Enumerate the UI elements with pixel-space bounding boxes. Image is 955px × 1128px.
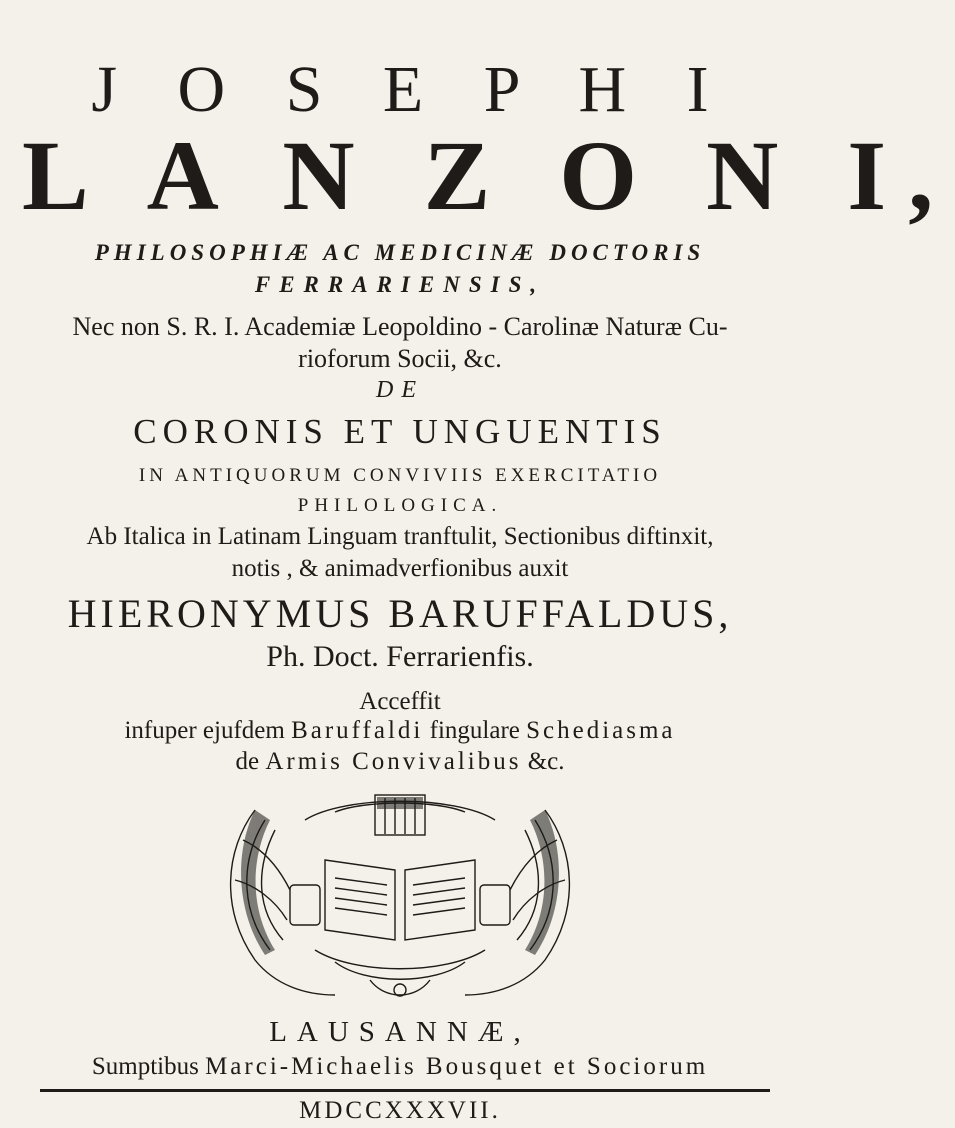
author-last-name: L A N Z O N I, <box>22 120 955 231</box>
title-preposition: DE <box>376 377 424 403</box>
appendix-singulare: fingulare <box>429 717 520 744</box>
author-city: FERRARIENSIS, <box>254 272 546 297</box>
appendix-schediasma: Schediasma <box>526 717 676 744</box>
appendix-de: de <box>235 748 260 775</box>
imprint-line <box>0 1053 800 1081</box>
imprint-place: LAUSANNÆ, <box>269 1016 531 1048</box>
appendix-accessit: Acceffit <box>359 688 441 715</box>
appendix-subject-line <box>0 748 800 776</box>
appendix-author: Baruffaldi <box>291 717 424 744</box>
printer-device-vignette <box>195 790 605 1010</box>
academy-line-1: Nec non S. R. I. Academiæ Leopoldino - Carolinæ Naturæ Cu- <box>72 312 728 341</box>
main-title: CORONIS ET UNGUENTIS <box>133 412 667 451</box>
imprint-sumptibus: Sumptibus <box>91 1053 199 1080</box>
translator-degree: Ph. Doct. Ferrarienfis. <box>266 640 534 673</box>
translator-name: HIERONYMUS BARUFFALDUS, <box>67 591 733 636</box>
appendix-line <box>0 717 800 745</box>
title-philologica: PHILOLOGICA. <box>297 495 503 516</box>
translation-line-2: notis , & animadverfionibus auxit <box>231 555 569 582</box>
imprint-printer: Marci-Michaelis Bousquet et Sociorum <box>205 1053 709 1080</box>
title-subline: IN ANTIQUORUM CONVIVIIS EXERCITATIO <box>138 465 662 486</box>
appendix-etc: &c. <box>527 748 565 775</box>
author-first-name: J O S E P H I <box>91 53 731 126</box>
appendix-armis: Armis Convivalibus <box>265 748 522 775</box>
translation-line-1: Ab Italica in Latinam Linguam tranftulit, Sectionibus diftinxit, <box>86 523 714 550</box>
author-credentials: PHILOSOPHIÆ AC MEDICINÆ DOCTORIS <box>94 240 706 265</box>
imprint-year: MDCCXXXVII. <box>299 1097 501 1124</box>
imprint-rule <box>40 1089 770 1092</box>
appendix-insuper: infuper ejufdem <box>124 717 285 744</box>
academy-line-2: rioforum Socii, &c. <box>298 344 502 373</box>
